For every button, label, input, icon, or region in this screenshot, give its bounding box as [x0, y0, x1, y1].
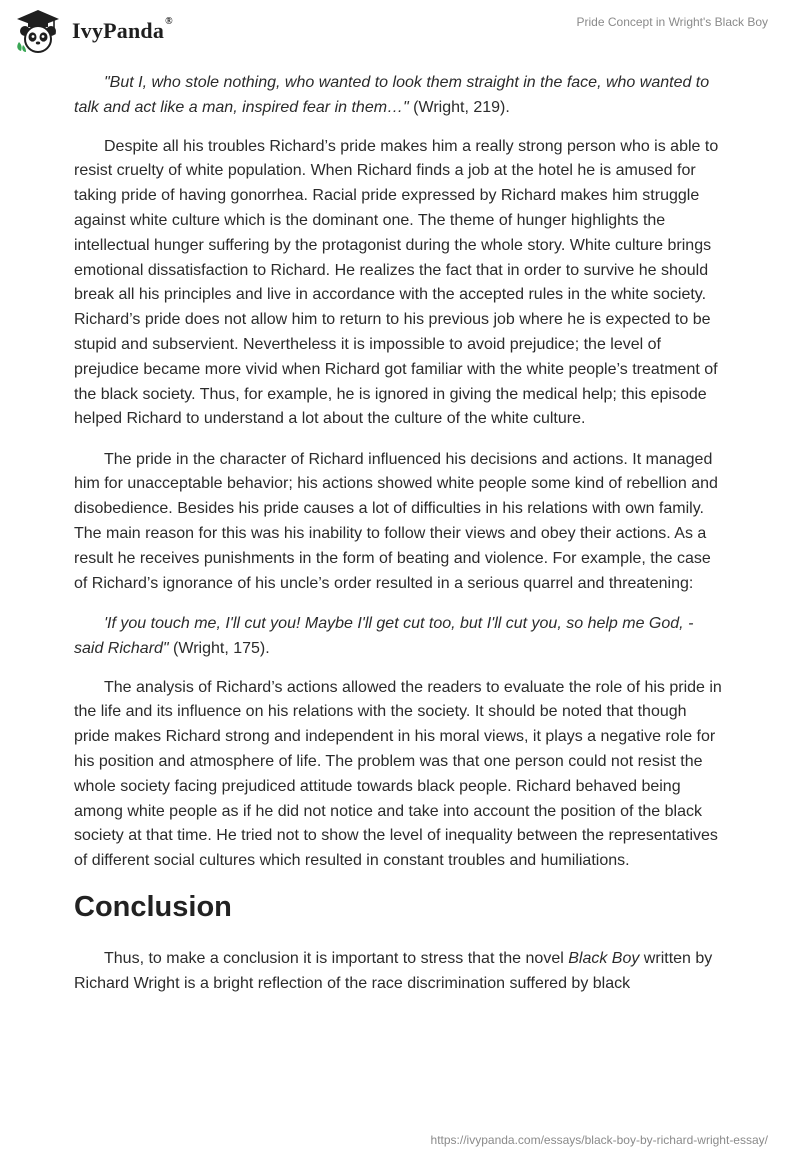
ivypanda-logo[interactable]: [14, 8, 204, 54]
paragraph: Despite all his troubles Richard’s pride makes him a really strong person who is able to resist cruelty of white population. When Richard finds a job at the hotel he is amused for taking pride of having gonorrhea. Racial pride expressed by Richard makes him struggle against white culture which is the dominant one. The theme of hunger highlights the intellectual hunger suffering by the protagonist during the whole story. White culture brings emotional dissatisfaction to Richard. He realizes the fact that in order to survive he should break all his principles and live in accordance with the accepted rules in the white society. Richard’s pride does not allow him to return to his previous job where he is expected to be stupid and subservient. Nevertheless it is impossible to avoid prejudice; the level of prejudice became more vivid when Richard got familiar with the white people’s treatment of the black society. Thus, for example, he is ignored in giving the medical help; this episode helped Richard to understand a lot about the culture of the white culture.: [74, 137, 719, 428]
paragraph: The analysis of Richard’s actions allowed the readers to evaluate the role of his pride in the life and its influence on his relations with the society. It should be noted that though pride makes Richard strong and independent in his moral views, it plays a negative role for his position and atmosphere of life. The problem was that one person could not resist the whole society facing prejudiced attitude towards black people. Richard behaved being among white people as if he did not notice and take into account the position of the black society at that time. He tried not to show the level of inequality between the representatives of different social cultures which resulted in constant troubles and humiliations.: [74, 678, 722, 870]
quote-citation: (Wright, 175).: [168, 639, 270, 657]
quote-text: 'If you touch me, I'll cut you! Maybe I'll get cut too, but I'll cut you, so help me God, - said Richard": [74, 614, 694, 657]
brand-name: IvyPanda®: [72, 16, 173, 43]
running-title: Pride Concept in Wright's Black Boy: [576, 15, 768, 29]
paragraph: Thus, to make a conclusion it is important to stress that the novel Black Boy written by Richard Wright is a bright reflection of the race discrimination suffered by black: [74, 950, 713, 993]
page-header: [0, 0, 800, 60]
paragraph: The pride in the character of Richard influenced his decisions and actions. It managed him for unacceptable behavior; his actions showed white people some kind of rebellion and disobedience. Besides his pride causes a lot of difficulties in his relations with own family. The main reason for this was his inability to follow their views and obey their actions. As a result he receives punishments in the form of beating and violence. For example, the case of Richard’s ignorance of his uncle’s order resulted in a serious quarrel and threatening:: [74, 450, 718, 592]
quote-text: "But I, who stole nothing, who wanted to look them straight in the face, who wanted to talk and act like a man, inspired fear in them…": [74, 74, 710, 116]
section-heading: Conclusion: [74, 891, 232, 924]
panda-graduate-icon: [14, 8, 62, 54]
source-url[interactable]: https://ivypanda.com/essays/black-boy-by-richard-wright-essay/: [430, 1133, 768, 1147]
quote-citation: (Wright, 219).: [408, 98, 510, 116]
essay-body: [74, 71, 726, 1013]
block-quote: [74, 612, 726, 662]
book-title: Black Boy: [568, 950, 640, 968]
block-quote: [74, 71, 726, 121]
